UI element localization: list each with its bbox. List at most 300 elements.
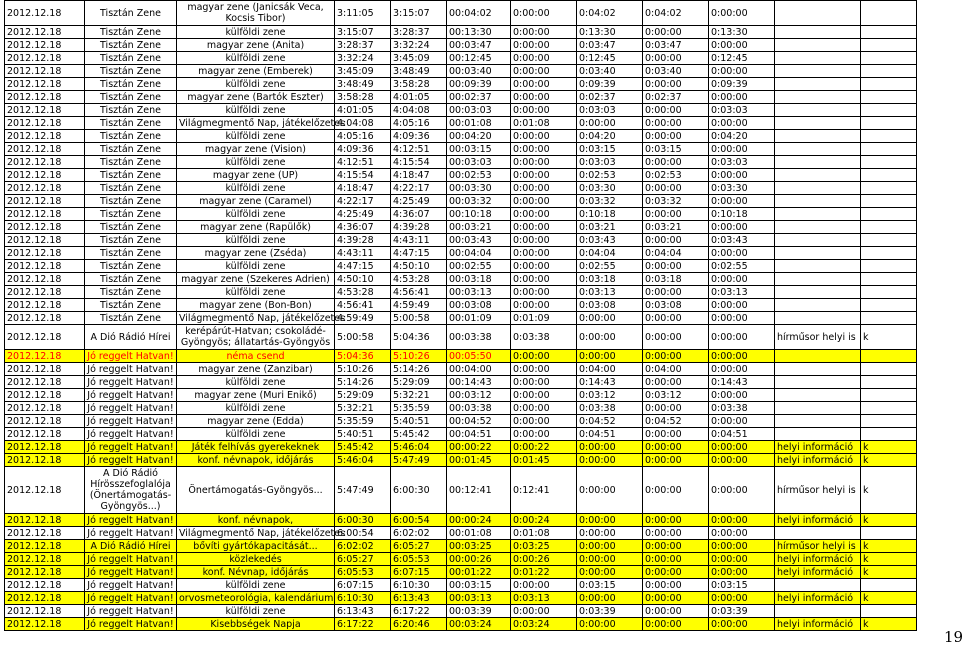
start-time-cell: 3:28:37 <box>335 39 391 52</box>
speech-time-cell: 0:01:09 <box>511 312 577 325</box>
program-cell: Jó reggelt Hatvan! <box>85 579 177 592</box>
k-cell <box>861 286 917 299</box>
start-time-cell: 3:45:09 <box>335 65 391 78</box>
end-time-cell: 4:01:05 <box>391 91 447 104</box>
start-time-cell: 5:46:04 <box>335 454 391 467</box>
date-cell: 2012.12.18 <box>5 467 85 514</box>
k-cell: k <box>861 441 917 454</box>
duration-cell: 00:03:18 <box>447 273 511 286</box>
duration-cell: 00:03:12 <box>447 389 511 402</box>
music-time-cell: 0:03:13 <box>577 286 643 299</box>
music-time-cell: 0:00:00 <box>577 441 643 454</box>
date-cell: 2012.12.18 <box>5 540 85 553</box>
duration-cell: 00:03:13 <box>447 592 511 605</box>
date-cell: 2012.12.18 <box>5 130 85 143</box>
speech-time-cell: 0:00:00 <box>511 389 577 402</box>
end-time-cell: 5:00:58 <box>391 312 447 325</box>
program-cell: Tisztán Zene <box>85 221 177 234</box>
speech-time-cell: 0:00:00 <box>511 579 577 592</box>
foreign-music-cell: 0:00:00 <box>709 389 775 402</box>
foreign-music-cell: 0:03:39 <box>709 605 775 618</box>
program-cell: Tisztán Zene <box>85 65 177 78</box>
music-time-cell: 0:03:30 <box>577 182 643 195</box>
table-row <box>5 130 917 143</box>
table-row <box>5 1 917 26</box>
start-time-cell: 6:02:02 <box>335 540 391 553</box>
start-time-cell: 4:22:17 <box>335 195 391 208</box>
music-time-cell: 0:03:03 <box>577 156 643 169</box>
duration-cell: 00:03:47 <box>447 39 511 52</box>
music-time-cell: 0:00:00 <box>577 527 643 540</box>
start-time-cell: 6:17:22 <box>335 618 391 631</box>
k-cell <box>861 26 917 39</box>
speech-time-cell: 0:00:00 <box>511 52 577 65</box>
title-cell: közlekedés <box>177 553 335 566</box>
k-cell <box>861 65 917 78</box>
hungarian-music-cell: 0:00:00 <box>643 234 709 247</box>
program-cell: Jó reggelt Hatvan! <box>85 402 177 415</box>
date-cell: 2012.12.18 <box>5 363 85 376</box>
foreign-music-cell: 0:14:43 <box>709 376 775 389</box>
music-time-cell: 0:03:40 <box>577 65 643 78</box>
speech-time-cell: 0:00:00 <box>511 221 577 234</box>
start-time-cell: 5:00:58 <box>335 325 391 350</box>
foreign-music-cell: 0:00:00 <box>709 350 775 363</box>
end-time-cell: 5:14:26 <box>391 363 447 376</box>
end-time-cell: 4:53:28 <box>391 273 447 286</box>
hungarian-music-cell: 0:00:00 <box>643 402 709 415</box>
date-cell: 2012.12.18 <box>5 325 85 350</box>
program-cell: Tisztán Zene <box>85 143 177 156</box>
foreign-music-cell: 0:04:20 <box>709 130 775 143</box>
type-cell: helyi információ <box>775 553 861 566</box>
speech-time-cell: 0:03:13 <box>511 592 577 605</box>
start-time-cell: 3:48:49 <box>335 78 391 91</box>
music-time-cell: 0:00:00 <box>577 325 643 350</box>
k-cell <box>861 169 917 182</box>
hungarian-music-cell: 0:04:02 <box>643 1 709 26</box>
foreign-music-cell: 0:00:00 <box>709 247 775 260</box>
k-cell <box>861 363 917 376</box>
music-time-cell: 0:09:39 <box>577 78 643 91</box>
end-time-cell: 4:09:36 <box>391 130 447 143</box>
program-cell: Jó reggelt Hatvan! <box>85 566 177 579</box>
table-row <box>5 286 917 299</box>
type-cell <box>775 299 861 312</box>
hungarian-music-cell: 0:00:00 <box>643 182 709 195</box>
start-time-cell: 6:00:54 <box>335 527 391 540</box>
type-cell <box>775 402 861 415</box>
foreign-music-cell: 0:00:00 <box>709 415 775 428</box>
k-cell <box>861 1 917 26</box>
title-cell: magyar zene (Zséda) <box>177 247 335 260</box>
title-cell: magyar zene (Bon-Bon) <box>177 299 335 312</box>
table-row <box>5 389 917 402</box>
duration-cell: 00:03:03 <box>447 104 511 117</box>
program-cell: Tisztán Zene <box>85 130 177 143</box>
start-time-cell: 4:47:15 <box>335 260 391 273</box>
music-time-cell: 0:03:18 <box>577 273 643 286</box>
music-time-cell: 0:02:55 <box>577 260 643 273</box>
end-time-cell: 6:10:30 <box>391 579 447 592</box>
date-cell: 2012.12.18 <box>5 566 85 579</box>
duration-cell: 00:12:41 <box>447 467 511 514</box>
type-cell <box>775 78 861 91</box>
foreign-music-cell: 0:00:00 <box>709 143 775 156</box>
foreign-music-cell: 0:00:00 <box>709 221 775 234</box>
type-cell: hírműsor helyi is <box>775 325 861 350</box>
program-cell: Jó reggelt Hatvan! <box>85 428 177 441</box>
music-time-cell: 0:03:12 <box>577 389 643 402</box>
k-cell <box>861 415 917 428</box>
end-time-cell: 4:39:28 <box>391 221 447 234</box>
music-time-cell: 0:00:00 <box>577 618 643 631</box>
program-cell: Tisztán Zene <box>85 273 177 286</box>
title-cell: orvosmeteorológia, kalendárium <box>177 592 335 605</box>
title-cell: külföldi zene <box>177 130 335 143</box>
start-time-cell: 4:01:05 <box>335 104 391 117</box>
table-row <box>5 592 917 605</box>
type-cell <box>775 26 861 39</box>
duration-cell: 00:04:51 <box>447 428 511 441</box>
end-time-cell: 4:15:54 <box>391 156 447 169</box>
duration-cell: 00:03:43 <box>447 234 511 247</box>
start-time-cell: 5:29:09 <box>335 389 391 402</box>
speech-time-cell: 0:03:38 <box>511 325 577 350</box>
music-time-cell: 0:13:30 <box>577 26 643 39</box>
speech-time-cell: 0:00:00 <box>511 376 577 389</box>
table-row <box>5 402 917 415</box>
date-cell: 2012.12.18 <box>5 389 85 402</box>
type-cell <box>775 130 861 143</box>
end-time-cell: 5:46:04 <box>391 441 447 454</box>
speech-time-cell: 0:00:00 <box>511 91 577 104</box>
program-cell: Tisztán Zene <box>85 299 177 312</box>
title-cell: magyar zene (Anita) <box>177 39 335 52</box>
end-time-cell: 5:10:26 <box>391 350 447 363</box>
end-time-cell: 5:40:51 <box>391 415 447 428</box>
hungarian-music-cell: 0:03:47 <box>643 39 709 52</box>
music-time-cell: 0:03:43 <box>577 234 643 247</box>
type-cell <box>775 91 861 104</box>
title-cell: külföldi zene <box>177 579 335 592</box>
date-cell: 2012.12.18 <box>5 39 85 52</box>
program-cell: Tisztán Zene <box>85 208 177 221</box>
speech-time-cell: 0:00:00 <box>511 363 577 376</box>
date-cell: 2012.12.18 <box>5 65 85 78</box>
foreign-music-cell: 0:03:43 <box>709 234 775 247</box>
end-time-cell: 6:00:30 <box>391 467 447 514</box>
table-row <box>5 234 917 247</box>
table-row <box>5 208 917 221</box>
program-cell: Tisztán Zene <box>85 26 177 39</box>
program-cell: Tisztán Zene <box>85 104 177 117</box>
title-cell: külföldi zene <box>177 78 335 91</box>
speech-time-cell: 0:01:22 <box>511 566 577 579</box>
music-time-cell: 0:03:08 <box>577 299 643 312</box>
foreign-music-cell: 0:00:00 <box>709 312 775 325</box>
end-time-cell: 4:50:10 <box>391 260 447 273</box>
k-cell <box>861 104 917 117</box>
title-cell: külföldi zene <box>177 376 335 389</box>
speech-time-cell: 0:00:00 <box>511 104 577 117</box>
start-time-cell: 4:12:51 <box>335 156 391 169</box>
table-row <box>5 605 917 618</box>
start-time-cell: 3:58:28 <box>335 91 391 104</box>
hungarian-music-cell: 0:00:00 <box>643 156 709 169</box>
speech-time-cell: 0:00:00 <box>511 65 577 78</box>
title-cell: magyar zene (Caramel) <box>177 195 335 208</box>
start-time-cell: 5:45:42 <box>335 441 391 454</box>
table-row <box>5 117 917 130</box>
type-cell <box>775 363 861 376</box>
music-time-cell: 0:04:20 <box>577 130 643 143</box>
date-cell: 2012.12.18 <box>5 1 85 26</box>
duration-cell: 00:02:37 <box>447 91 511 104</box>
type-cell <box>775 415 861 428</box>
table-row <box>5 52 917 65</box>
k-cell: k <box>861 553 917 566</box>
start-time-cell: 3:32:24 <box>335 52 391 65</box>
table-row <box>5 91 917 104</box>
title-cell: konf. Névnap, időjárás <box>177 566 335 579</box>
title-cell: külföldi zene <box>177 52 335 65</box>
music-time-cell: 0:00:00 <box>577 566 643 579</box>
hungarian-music-cell: 0:00:00 <box>643 514 709 527</box>
table-row <box>5 540 917 553</box>
duration-cell: 00:10:18 <box>447 208 511 221</box>
end-time-cell: 6:17:22 <box>391 605 447 618</box>
k-cell <box>861 182 917 195</box>
title-cell: külföldi zene <box>177 234 335 247</box>
title-cell: Kisebbségek Napja <box>177 618 335 631</box>
k-cell <box>861 91 917 104</box>
music-time-cell: 0:03:03 <box>577 104 643 117</box>
date-cell: 2012.12.18 <box>5 415 85 428</box>
date-cell: 2012.12.18 <box>5 527 85 540</box>
k-cell: k <box>861 514 917 527</box>
foreign-music-cell: 0:03:38 <box>709 402 775 415</box>
start-time-cell: 4:36:07 <box>335 221 391 234</box>
duration-cell: 00:01:09 <box>447 312 511 325</box>
k-cell <box>861 156 917 169</box>
start-time-cell: 5:04:36 <box>335 350 391 363</box>
foreign-music-cell: 0:00:00 <box>709 91 775 104</box>
speech-time-cell: 0:00:00 <box>511 605 577 618</box>
music-time-cell: 0:02:37 <box>577 91 643 104</box>
type-cell <box>775 65 861 78</box>
type-cell <box>775 143 861 156</box>
k-cell <box>861 260 917 273</box>
date-cell: 2012.12.18 <box>5 234 85 247</box>
end-time-cell: 3:58:28 <box>391 78 447 91</box>
table-row <box>5 454 917 467</box>
k-cell <box>861 389 917 402</box>
type-cell <box>775 605 861 618</box>
speech-time-cell: 0:00:00 <box>511 402 577 415</box>
duration-cell: 00:03:38 <box>447 402 511 415</box>
table-row <box>5 156 917 169</box>
start-time-cell: 6:13:43 <box>335 605 391 618</box>
program-cell: Tisztán Zene <box>85 312 177 325</box>
table-row <box>5 376 917 389</box>
k-cell: k <box>861 618 917 631</box>
date-cell: 2012.12.18 <box>5 260 85 273</box>
duration-cell: 00:12:45 <box>447 52 511 65</box>
title-cell: konf. névnapok, <box>177 514 335 527</box>
type-cell <box>775 221 861 234</box>
start-time-cell: 4:15:54 <box>335 169 391 182</box>
start-time-cell: 6:05:53 <box>335 566 391 579</box>
start-time-cell: 6:07:15 <box>335 579 391 592</box>
title-cell: külföldi zene <box>177 605 335 618</box>
music-time-cell: 0:00:00 <box>577 117 643 130</box>
duration-cell: 00:04:02 <box>447 1 511 26</box>
speech-time-cell: 0:00:00 <box>511 234 577 247</box>
title-cell: magyar zene (Rapülők) <box>177 221 335 234</box>
hungarian-music-cell: 0:00:00 <box>643 527 709 540</box>
program-cell: Jó reggelt Hatvan! <box>85 389 177 402</box>
speech-time-cell: 0:00:00 <box>511 39 577 52</box>
end-time-cell: 4:05:16 <box>391 117 447 130</box>
music-time-cell: 0:00:00 <box>577 467 643 514</box>
title-cell: Világmegmentő Nap, játékelőzetes <box>177 527 335 540</box>
table-row <box>5 26 917 39</box>
table-row <box>5 428 917 441</box>
date-cell: 2012.12.18 <box>5 376 85 389</box>
title-cell: külföldi zene <box>177 156 335 169</box>
speech-time-cell: 0:00:00 <box>511 273 577 286</box>
duration-cell: 00:03:08 <box>447 299 511 312</box>
start-time-cell: 5:40:51 <box>335 428 391 441</box>
duration-cell: 00:01:08 <box>447 117 511 130</box>
title-cell: Önertámogatás-Gyöngyös... <box>177 467 335 514</box>
program-cell: Jó reggelt Hatvan! <box>85 553 177 566</box>
music-time-cell: 0:04:51 <box>577 428 643 441</box>
hungarian-music-cell: 0:00:00 <box>643 566 709 579</box>
k-cell: k <box>861 467 917 514</box>
date-cell: 2012.12.18 <box>5 195 85 208</box>
speech-time-cell: 0:00:00 <box>511 1 577 26</box>
foreign-music-cell: 0:00:00 <box>709 273 775 286</box>
k-cell <box>861 299 917 312</box>
date-cell: 2012.12.18 <box>5 169 85 182</box>
speech-time-cell: 0:00:00 <box>511 78 577 91</box>
table-row <box>5 467 917 514</box>
duration-cell: 00:03:25 <box>447 540 511 553</box>
table-row <box>5 221 917 234</box>
table-row <box>5 65 917 78</box>
date-cell: 2012.12.18 <box>5 52 85 65</box>
duration-cell: 00:04:04 <box>447 247 511 260</box>
end-time-cell: 4:12:51 <box>391 143 447 156</box>
end-time-cell: 4:25:49 <box>391 195 447 208</box>
hungarian-music-cell: 0:00:00 <box>643 376 709 389</box>
duration-cell: 00:09:39 <box>447 78 511 91</box>
foreign-music-cell: 0:00:00 <box>709 514 775 527</box>
duration-cell: 00:14:43 <box>447 376 511 389</box>
music-time-cell: 0:03:15 <box>577 143 643 156</box>
title-cell: magyar zene (Zanzibar) <box>177 363 335 376</box>
program-cell: Tisztán Zene <box>85 247 177 260</box>
foreign-music-cell: 0:00:00 <box>709 527 775 540</box>
table-row <box>5 363 917 376</box>
foreign-music-cell: 0:02:55 <box>709 260 775 273</box>
speech-time-cell: 0:00:00 <box>511 130 577 143</box>
music-time-cell: 0:00:00 <box>577 553 643 566</box>
hungarian-music-cell: 0:00:00 <box>643 208 709 221</box>
hungarian-music-cell: 0:03:12 <box>643 389 709 402</box>
end-time-cell: 5:32:21 <box>391 389 447 402</box>
table-row <box>5 618 917 631</box>
k-cell <box>861 130 917 143</box>
duration-cell: 00:03:13 <box>447 286 511 299</box>
music-time-cell: 0:03:47 <box>577 39 643 52</box>
table-row <box>5 527 917 540</box>
foreign-music-cell: 0:03:13 <box>709 286 775 299</box>
foreign-music-cell: 0:00:00 <box>709 169 775 182</box>
table-row <box>5 514 917 527</box>
hungarian-music-cell: 0:03:21 <box>643 221 709 234</box>
end-time-cell: 4:18:47 <box>391 169 447 182</box>
music-time-cell: 0:10:18 <box>577 208 643 221</box>
duration-cell: 00:03:21 <box>447 221 511 234</box>
title-cell: Világmegmentő Nap, játékelőzetes <box>177 117 335 130</box>
date-cell: 2012.12.18 <box>5 247 85 260</box>
end-time-cell: 3:15:07 <box>391 1 447 26</box>
program-cell: Jó reggelt Hatvan! <box>85 618 177 631</box>
end-time-cell: 6:05:27 <box>391 540 447 553</box>
speech-time-cell: 0:00:00 <box>511 428 577 441</box>
start-time-cell: 4:18:47 <box>335 182 391 195</box>
k-cell <box>861 402 917 415</box>
duration-cell: 00:00:24 <box>447 514 511 527</box>
program-cell: Tisztán Zene <box>85 39 177 52</box>
k-cell <box>861 605 917 618</box>
hungarian-music-cell: 0:03:40 <box>643 65 709 78</box>
program-cell: Tisztán Zene <box>85 78 177 91</box>
duration-cell: 00:00:26 <box>447 553 511 566</box>
hungarian-music-cell: 0:00:00 <box>643 26 709 39</box>
end-time-cell: 5:45:42 <box>391 428 447 441</box>
end-time-cell: 6:05:53 <box>391 553 447 566</box>
program-cell: A Dió Rádió Hírei <box>85 325 177 350</box>
date-cell: 2012.12.18 <box>5 350 85 363</box>
type-cell <box>775 169 861 182</box>
type-cell <box>775 273 861 286</box>
table-row <box>5 195 917 208</box>
speech-time-cell: 0:00:22 <box>511 441 577 454</box>
table-row <box>5 273 917 286</box>
type-cell: helyi információ <box>775 566 861 579</box>
date-cell: 2012.12.18 <box>5 117 85 130</box>
start-time-cell: 4:05:16 <box>335 130 391 143</box>
type-cell <box>775 247 861 260</box>
program-cell: Tisztán Zene <box>85 1 177 26</box>
program-cell: Jó reggelt Hatvan! <box>85 592 177 605</box>
date-cell: 2012.12.18 <box>5 221 85 234</box>
foreign-music-cell: 0:03:03 <box>709 156 775 169</box>
date-cell: 2012.12.18 <box>5 91 85 104</box>
foreign-music-cell: 0:00:00 <box>709 592 775 605</box>
speech-time-cell: 0:03:24 <box>511 618 577 631</box>
type-cell <box>775 312 861 325</box>
speech-time-cell: 0:00:24 <box>511 514 577 527</box>
hungarian-music-cell: 0:03:08 <box>643 299 709 312</box>
foreign-music-cell: 0:00:00 <box>709 39 775 52</box>
end-time-cell: 5:47:49 <box>391 454 447 467</box>
duration-cell: 00:03:30 <box>447 182 511 195</box>
